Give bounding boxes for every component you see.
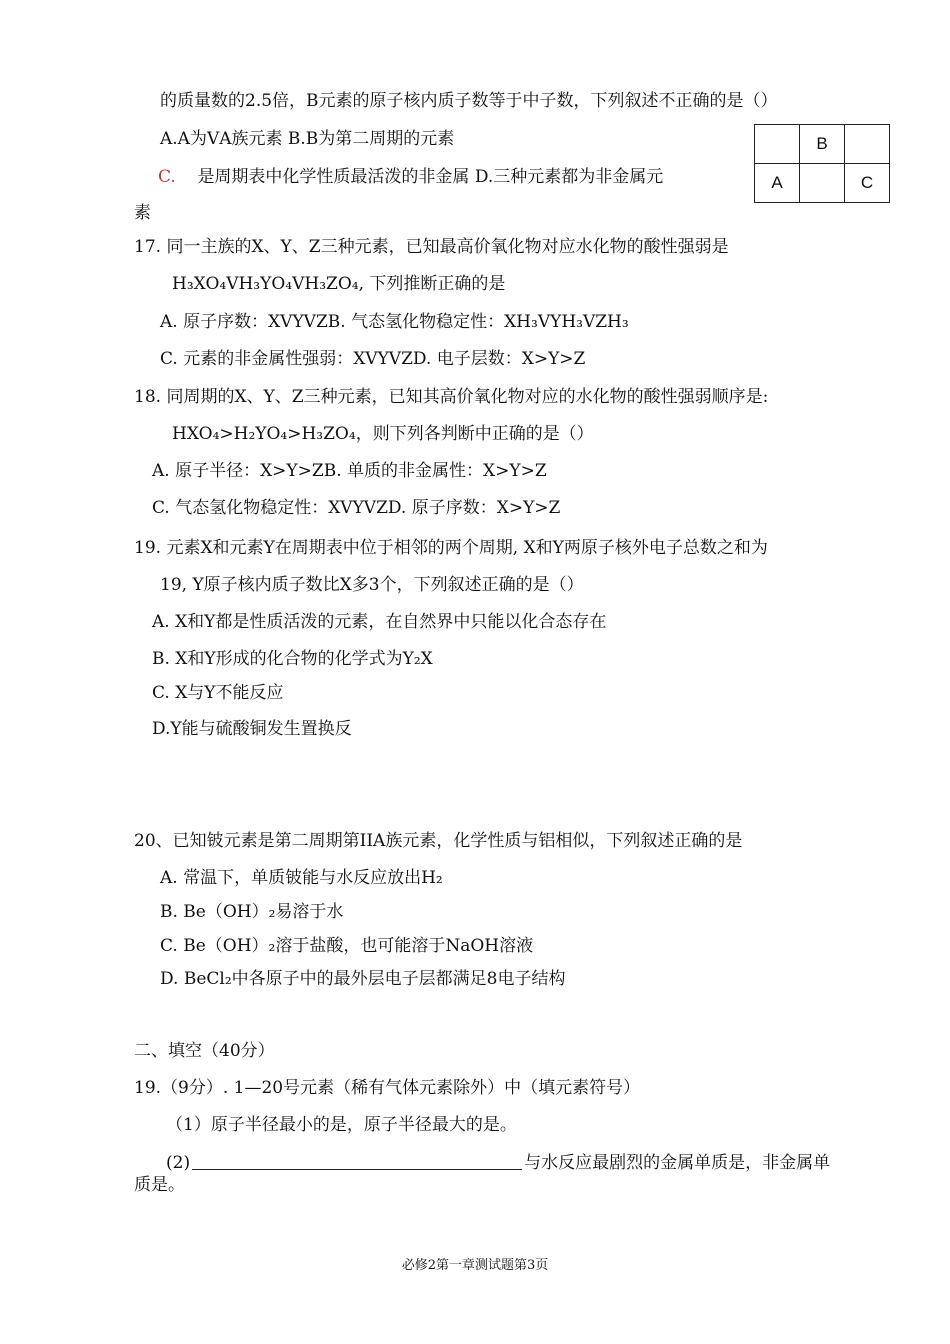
q16-option-c-letter: C. [158, 167, 176, 187]
q20-option-d: D. BeCl₂中各原子中的最外层电子层都满足8电子结构 [160, 969, 566, 989]
q19-option-c: C. X与Y不能反应 [152, 683, 284, 703]
fill-q19-part2-prefix: (2) [166, 1153, 191, 1173]
periodic-table-fragment [754, 124, 890, 203]
q19-stem-cont: 19, Y原子核内质子数比X多3个，下列叙述正确的是（） [160, 575, 584, 595]
q19-option-a: A. X和Y都是性质活泼的元素，在自然界中只能以化合态存在 [152, 612, 607, 632]
grid-cell [755, 125, 800, 164]
grid-cell [845, 125, 890, 164]
q18-stem: 18. 同周期的X、Y、Z三种元素，已知其高价氧化物对应的水化物的酸性强弱顺序是: [134, 387, 769, 407]
fill-q19-part2-suffix: 与水反应最剧烈的金属单质是，非金属单 [524, 1153, 831, 1173]
q18-stem-cont: HXO₄>H₂YO₄>H₃ZO₄，则下列各判断中正确的是（） [172, 424, 594, 444]
q19-option-d: D.Y能与硫酸铜发生置换反 [152, 719, 352, 739]
q17-stem-cont: H₃XO₄ⅤH₃YO₄ⅤH₃ZO₄, 下列推断正确的是 [172, 274, 506, 294]
grid-cell-a: A [755, 164, 800, 203]
q17-stem: 17. 同一主族的X、Y、Z三种元素，已知最高价氧化物对应水化物的酸性强弱是 [134, 237, 729, 257]
q19-option-b: B. X和Y形成的化合物的化学式为Y₂X [152, 649, 433, 669]
page-footer: 必修2第一章测试题第3页 [401, 1258, 549, 1273]
q16-line1: 的质量数的2.5倍，B元素的原子核内质子数等于中子数，下列叙述不正确的是（） [160, 91, 778, 111]
q18-option-ab: A. 原子半径：X>Y>ZB. 单质的非金属性：X>Y>Z [152, 461, 547, 481]
q17-option-cd: C. 元素的非金属性强弱：XⅤYⅤZD. 电子层数：X>Y>Z [160, 349, 586, 369]
grid-cell [800, 164, 845, 203]
answer-blank[interactable] [192, 1151, 522, 1170]
q20-option-c: C. Be（OH）₂溶于盐酸，也可能溶于NaOH溶液 [160, 936, 534, 956]
q16-option-c-text: 是周期表中化学性质最活泼的非金属 D.三种元素都为非金属元 [197, 167, 664, 187]
q20-option-b: B. Be（OH）₂易溶于水 [160, 902, 344, 922]
q16-line3 [158, 166, 663, 188]
grid-cell-c: C [845, 164, 890, 203]
q20-stem: 20、已知铍元素是第二周期第IIA族元素，化学性质与铝相似，下列叙述正确的是 [134, 831, 743, 851]
fill-q19-part2 [166, 1151, 830, 1174]
q16-line2: A.A为ⅤA族元素 B.B为第二周期的元素 [160, 129, 455, 149]
section-heading: 二、填空（40分） [134, 1041, 275, 1061]
fill-q19-stem: 19.（9分）. 1—20号元素（稀有气体元素除外）中（填元素符号） [134, 1078, 641, 1098]
fill-q19-part1: （1）原子半径最小的是，原子半径最大的是。 [166, 1115, 517, 1135]
q19-stem: 19. 元素X和元素Y在周期表中位于相邻的两个周期, X和Y两原子核外电子总数之和为 [134, 538, 768, 558]
grid-cell-b: B [800, 125, 845, 164]
q20-option-a: A. 常温下，单质铍能与水反应放出H₂ [160, 868, 443, 888]
q17-option-ab: A. 原子序数：XⅤYⅤZB. 气态氢化物稳定性：XH₃ⅤYH₃ⅤZH₃ [160, 312, 629, 332]
q18-option-cd: C. 气态氢化物稳定性：XⅤYⅤZD. 原子序数：X>Y>Z [152, 498, 561, 518]
q16-line4: 素 [134, 203, 151, 223]
fill-q19-part2-cont: 质是。 [134, 1175, 185, 1195]
